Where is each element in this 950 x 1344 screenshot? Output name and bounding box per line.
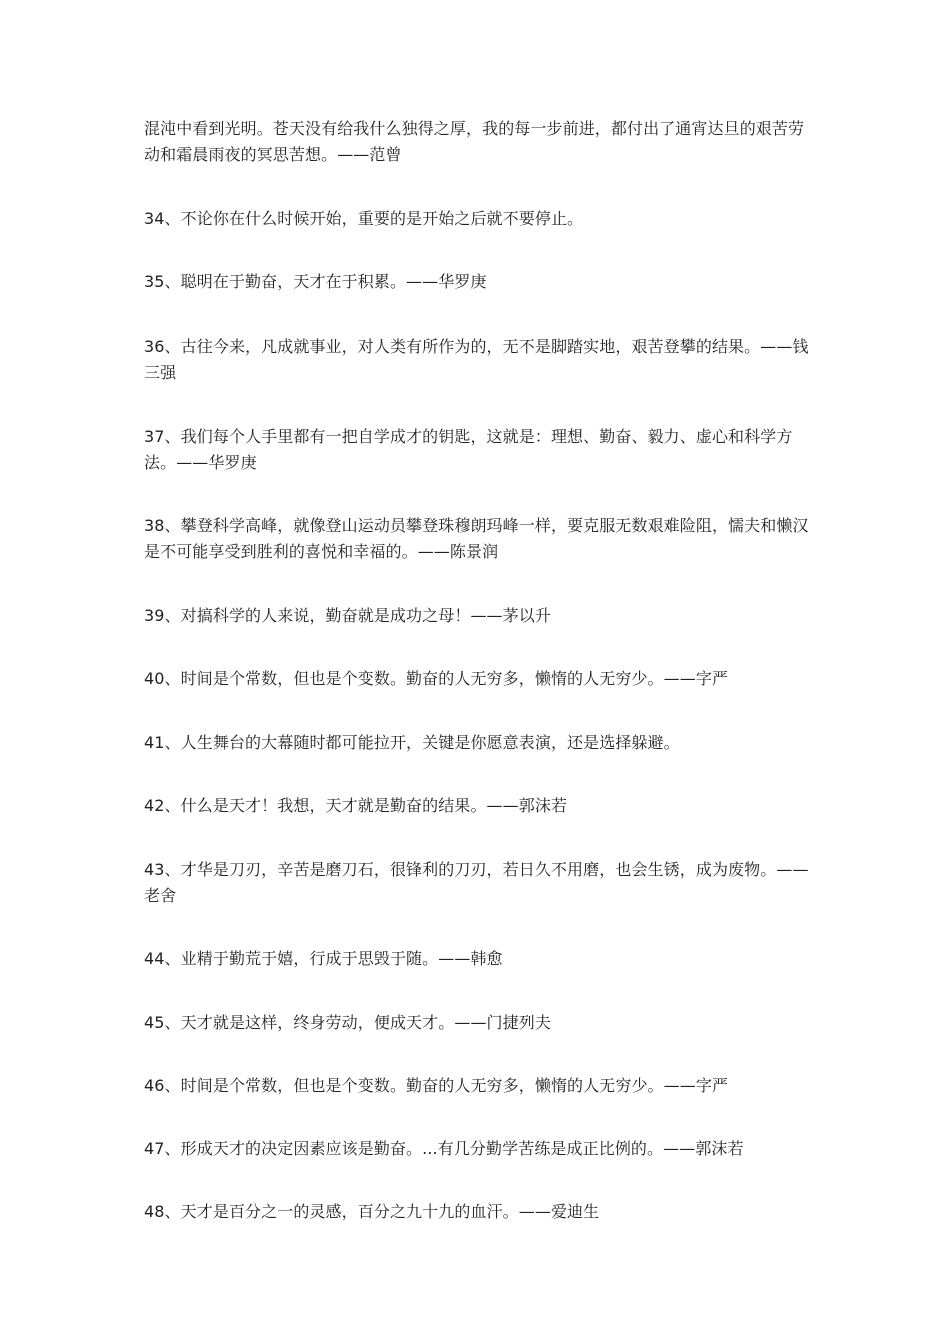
paragraph-quote-45: 45、天才就是这样，终身劳动，便成天才。——门捷列夫: [144, 1013, 551, 1032]
paragraph-quote-35: 35、聪明在于勤奋，天才在于积累。——华罗庚: [144, 272, 487, 291]
paragraph-quote-39: 39、对搞科学的人来说，勤奋就是成功之母！——茅以升: [144, 606, 551, 625]
paragraph-quote-41: 41、人生舞台的大幕随时都可能拉开，关键是你愿意表演，还是选择躲避。: [144, 733, 680, 752]
paragraph-quote-42: 42、什么是天才！我想，天才就是勤奋的结果。——郭沫若: [144, 796, 568, 815]
paragraph-quote-37: 37、我们每个人手里都有一把自学成才的钥匙，这就是：理想、勤奋、毅力、虚心和科学方法。——华罗庚: [144, 427, 793, 472]
paragraph-quote-48: 48、天才是百分之一的灵感，百分之九十九的血汗。——爱迪生: [144, 1202, 600, 1221]
paragraph-quote-34: 34、不论你在什么时候开始，重要的是开始之后就不要停止。: [144, 209, 584, 228]
paragraph-quote-46: 46、时间是个常数，但也是个变数。勤奋的人无穷多，懒惰的人无穷少。——字严: [144, 1076, 729, 1095]
paragraph-quote-fan-zeng: 混沌中看到光明。苍天没有给我什么独得之厚，我的每一步前进，都付出了通宵达旦的艰苦劳动和霜晨雨夜的冥思苦想。——范曾: [144, 119, 805, 164]
paragraph-quote-36: 36、古往今来，凡成就事业，对人类有所作为的，无不是脚踏实地，艰苦登攀的结果。——钱三强: [144, 337, 809, 382]
paragraph-quote-40: 40、时间是个常数，但也是个变数。勤奋的人无穷多，懒惰的人无穷少。——字严: [144, 669, 729, 688]
paragraph-quote-43: 43、才华是刀刃，辛苦是磨刀石，很锋利的刀刃，若日久不用磨，也会生锈，成为废物。——老舍: [144, 860, 809, 905]
paragraph-quote-38: 38、攀登科学高峰，就像登山运动员攀登珠穆朗玛峰一样，要克服无数艰难险阻，懦夫和懒汉是不可能享受到胜利的喜悦和幸福的。——陈景润: [144, 516, 809, 561]
paragraph-quote-47: 47、形成天才的决定因素应该是勤奋。...有几分勤学苦练是成正比例的。——郭沫若: [144, 1139, 744, 1158]
paragraph-quote-44: 44、业精于勤荒于嬉，行成于思毁于随。——韩愈: [144, 949, 503, 968]
